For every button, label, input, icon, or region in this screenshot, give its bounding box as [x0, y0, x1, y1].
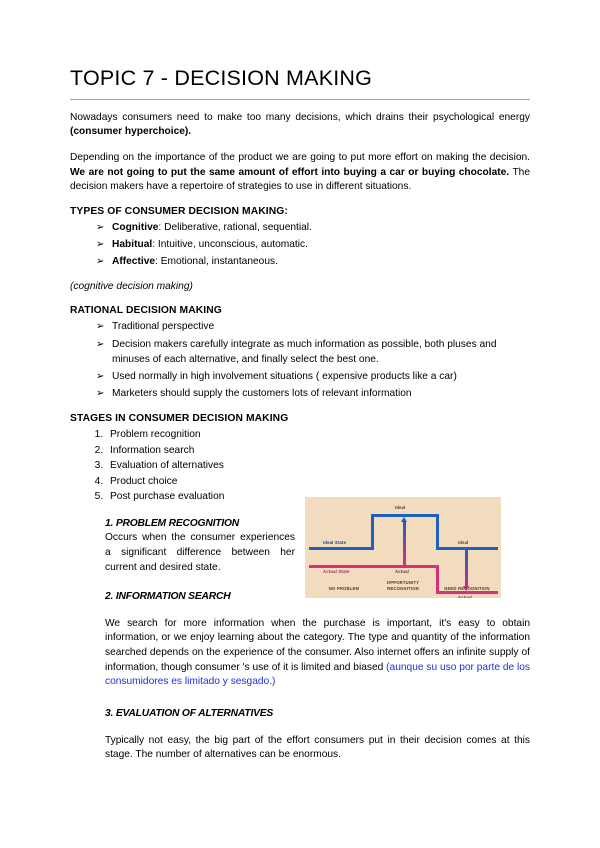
step1-body: Occurs when the consumer experiences a significant difference between her current and desired state.	[105, 532, 295, 573]
rational-item-text: Traditional perspective	[112, 321, 215, 333]
step2-body-english: We search for more information when the purchase is important, it's easy to obtain information, or we enjoy learning about the category. The type and quantity of the information searched depends on the experience of the consumer. Also internet offers an infinite supply of information, though consumer 's use of it is limited and biased	[105, 617, 530, 673]
stages-list	[70, 427, 530, 504]
types-term: Cognitive	[112, 221, 159, 233]
types-desc: : Intuitive, unconscious, automatic.	[152, 238, 308, 250]
arrow-bullet-icon: ➢	[96, 338, 105, 350]
rational-item-text: Used normally in high involvement situations ( expensive products like a car)	[112, 370, 457, 382]
rational-item-text: Decision makers carefully integrate as much information as possible, both pluses and minuses of each alternative, and finally select the best one.	[112, 338, 497, 365]
list-item: 4. Product choice	[106, 474, 530, 489]
step2-body-spanish: (aunque su uso por parte de los consumidores es limitado y sesgado.)	[105, 661, 530, 688]
document-content	[70, 66, 530, 763]
list-item	[96, 386, 530, 401]
arrow-bullet-icon: ➢	[96, 388, 105, 400]
ideal-line-left	[309, 547, 373, 550]
opportunity-gap-arrow-shaft	[403, 521, 406, 565]
types-section-heading: TYPES OF CONSUMER DECISION MAKING:	[70, 205, 288, 217]
list-item	[96, 254, 530, 269]
diagram-label-actual-right: Actual	[458, 595, 472, 598]
need-gap-arrow-shaft	[465, 549, 468, 587]
actual-line-left	[309, 565, 439, 568]
intro-paragraph-1	[70, 111, 530, 140]
step3-block	[105, 708, 530, 763]
types-term: Habitual	[112, 238, 153, 250]
intro-p1-bold: (consumer hyperchoice).	[70, 126, 192, 138]
arrow-bullet-icon: ➢	[96, 238, 105, 250]
rational-list	[70, 319, 530, 401]
diagram-label-ideal-top: Ideal	[395, 505, 406, 510]
types-desc: : Emotional, instantaneous.	[155, 256, 278, 268]
types-list	[70, 220, 530, 270]
step2-body	[105, 617, 530, 690]
list-item	[96, 237, 530, 252]
list-item	[96, 337, 530, 367]
intro-paragraph-2	[70, 151, 530, 195]
page-title: TOPIC 7 - DECISION MAKING	[70, 66, 373, 90]
diagram-label-ideal-state: Ideal State	[323, 540, 347, 545]
ideal-line-riser	[371, 514, 374, 550]
diagram-label-ideal-right: Ideal	[458, 540, 469, 545]
list-item	[96, 369, 530, 384]
list-item: 2. Information search	[106, 443, 530, 458]
intro-p2-bold: We are not going to put the same amount of effort into buying a car or buying chocolate.	[70, 166, 510, 178]
list-item: 1. Problem recognition	[106, 427, 530, 442]
list-item: 5. Post purchase evaluation	[106, 489, 530, 504]
diagram-footer-opportunity: OPPORTUNITY RECOGNITION	[386, 580, 420, 591]
opportunity-gap-arrow-head-icon	[401, 517, 407, 522]
ideal-line-faller	[436, 514, 439, 550]
step1-block	[105, 518, 295, 575]
step2-block	[105, 591, 530, 690]
actual-line-drop	[436, 565, 439, 594]
types-term: Affective	[112, 256, 156, 268]
step3-body: Typically not easy, the big part of the effort consumers put in their decision comes at this stage. The number of alternatives can be enormous.	[105, 734, 530, 761]
diagram-footer-no-problem: NO PROBLEM	[328, 586, 360, 591]
diagram-footer-need: NEED RECOGNITION	[444, 586, 490, 591]
intro-p2-text-a: Depending on the importance of the product we are going to put more effort on making the decision.	[70, 151, 530, 163]
types-desc: : Deliberative, rational, sequential.	[158, 221, 312, 233]
arrow-bullet-icon: ➢	[96, 221, 105, 233]
intro-p1-text: Nowadays consumers need to make too many decisions, which drains their psychological energy	[70, 111, 530, 123]
list-item: 3. Evaluation of alternatives	[106, 458, 530, 473]
problem-recognition-diagram	[305, 497, 501, 598]
title-divider	[70, 99, 530, 100]
list-item	[96, 319, 530, 334]
step2-heading: 2. INFORMATION SEARCH	[105, 590, 231, 602]
step1-heading: 1. PROBLEM RECOGNITION	[105, 518, 240, 530]
arrow-bullet-icon: ➢	[96, 370, 105, 382]
cognitive-note: (cognitive decision making)	[70, 281, 193, 293]
intro-p2-text-c: The decision makers have a repertoire of strategies to use in different situations.	[70, 166, 530, 193]
rational-section-heading: RATIONAL DECISION MAKING	[70, 305, 222, 317]
step3-heading: 3. EVALUATION OF ALTERNATIVES	[105, 707, 274, 719]
rational-item-text: Marketers should supply the customers lots of relevant information	[112, 388, 412, 400]
stages-section-heading: STAGES IN CONSUMER DECISION MAKING	[70, 413, 289, 425]
diagram-label-actual-state: Actual State	[323, 569, 350, 574]
list-item	[96, 220, 530, 235]
arrow-bullet-icon: ➢	[96, 256, 105, 268]
arrow-bullet-icon: ➢	[96, 321, 105, 333]
diagram-label-actual-mid: Actual	[395, 569, 409, 574]
